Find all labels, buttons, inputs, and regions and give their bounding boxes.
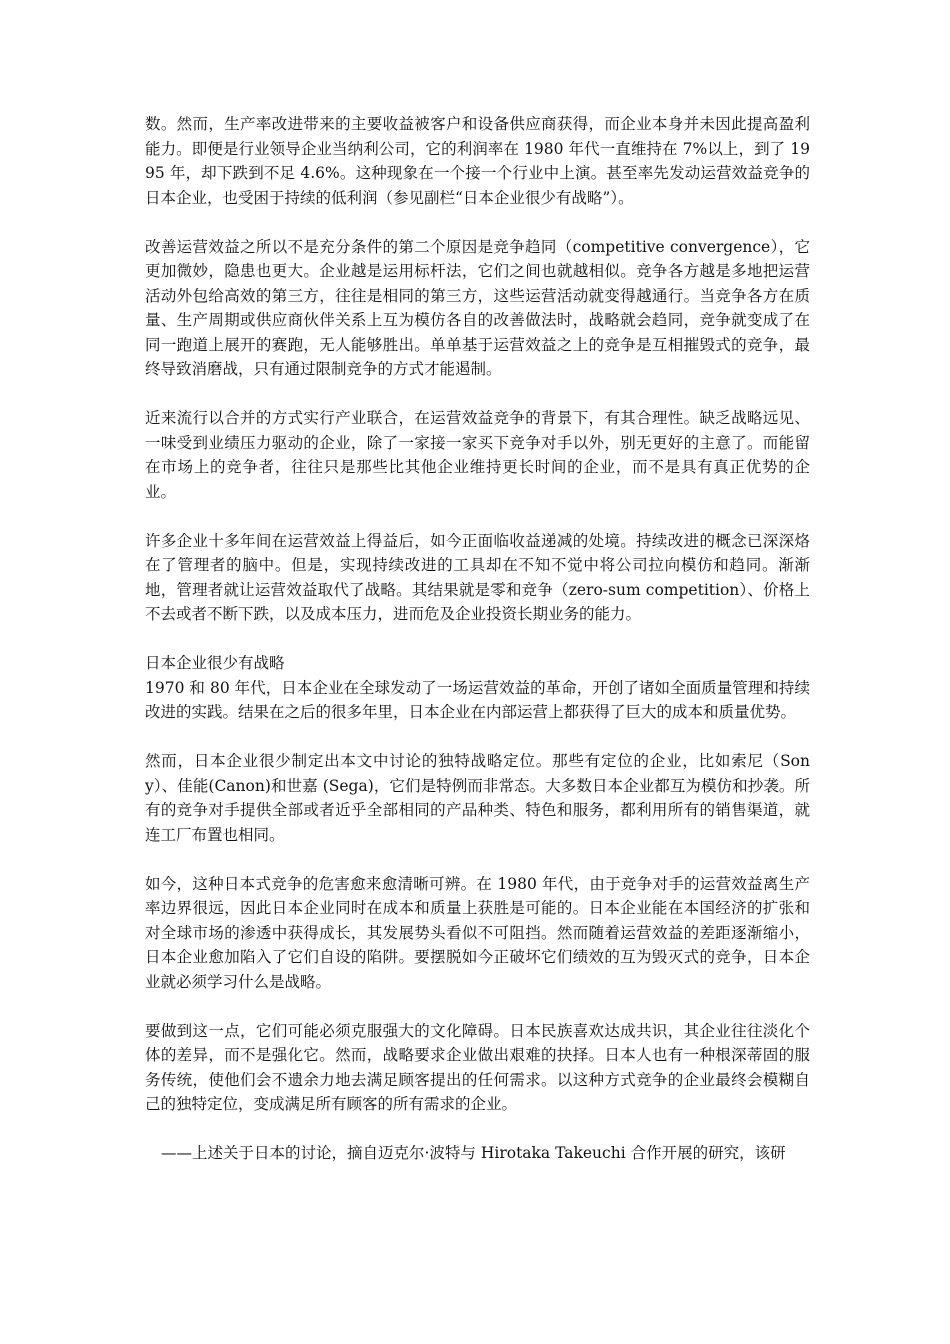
- sidebar-title: 日本企业很少有战略: [145, 654, 285, 672]
- document-page: [145, 112, 810, 1166]
- body-paragraph-2: 改善运营效益之所以不是充分条件的第二个原因是竞争趋同（competitive convergence），它更加微妙，隐患也更大。企业越是运用标杆法，它们之间也就越相似。竞争各方越是多地把运营活动外包给高效的第三方，往往是相同的第三方，这些运营活动就变得越通行。当竞争各方在质量、生产周期或供应商伙伴关系上互为模仿各自的改善做法时，战略就会趋同，竞争就变成了在同一跑道上展开的赛跑，无人能够胜出。单单基于运营效益之上的竞争是互相摧毁式的竞争，最终导致消磨战，只有通过限制竞争的方式才能遏制。: [145, 237, 810, 378]
- sidebar-section: [145, 651, 810, 1166]
- sidebar-citation: ——上述关于日本的讨论，摘自迈克尔·波特与 Hirotaka Takeuchi 合作开展的研究，该研: [161, 1144, 786, 1162]
- body-paragraph-1: 数。然而，生产率改进带来的主要收益被客户和设备供应商获得，而企业本身并未因此提高盈利能力。即便是行业领导企业当纳利公司，它的利润率在 1980 年代一直维持在 7%以上，到了 1995 年，却下跌到不足 4.6%。这种现象在一个接一个行业中上演。甚至率先发动运营效益竞争的日本企业，也受困于持续的低利润（参见副栏“日本企业很少有战略”）。: [145, 115, 810, 207]
- sidebar-paragraph-4: 要做到这一点，它们可能必须克服强大的文化障碍。日本民族喜欢达成共识，其企业往往淡化个体的差异，而不是强化它。然而，战略要求企业做出艰难的抉择。日本人也有一种根深蒂固的服务传统，使他们会不遗余力地去满足顾客提出的任何需求。以这种方式竞争的企业最终会模糊自己的独特定位，变成满足所有顾客的所有需求的企业。: [145, 1021, 810, 1113]
- body-paragraph-4: 许多企业十多年间在运营效益上得益后，如今正面临收益递减的处境。持续改进的概念已深深烙在了管理者的脑中。但是，实现持续改进的工具却在不知不觉中将公司拉向模仿和趋同。渐渐地，管理者就让运营效益取代了战略。其结果就是零和竞争（zero-sum competition）、价格上不去或者不断下跌，以及成本压力，进而危及企业投资长期业务的能力。: [145, 531, 810, 623]
- sidebar-paragraph-2: 然而，日本企业很少制定出本文中讨论的独特战略定位。那些有定位的企业，比如索尼（Sony）、佳能(Canon)和世嘉 (Sega)，它们是特例而非常态。大多数日本企业都互为模仿和抄袭。所有的竞争对手提供全部或者近乎全部相同的产品种类、特色和服务，都利用所有的销售渠道，就连工厂布置也相同。: [145, 752, 810, 844]
- sidebar-paragraph-3: 如今，这种日本式竞争的危害愈来愈清晰可辨。在 1980 年代，由于竞争对手的运营效益离生产率边界很远，因此日本企业同时在成本和质量上获胜是可能的。日本企业能在本国经济的扩张和对全球市场的渗透中获得成长，其发展势头看似不可阻挡。然而随着运营效益的差距逐渐缩小，日本企业愈加陷入了它们自设的陷阱。要摆脱如今正破坏它们绩效的互为毁灭式的竞争，日本企业就必须学习什么是战略。: [145, 874, 810, 991]
- sidebar-paragraph-1: 1970 和 80 年代，日本企业在全球发动了一场运营效益的革命，开创了诸如全面质量管理和持续改进的实践。结果在之后的很多年里，日本企业在内部运营上都获得了巨大的成本和质量优势。: [145, 678, 810, 721]
- body-paragraph-3: 近来流行以合并的方式实行产业联合，在运营效益竞争的背景下，有其合理性。缺乏战略远见、一味受到业绩压力驱动的企业，除了一家接一家买下竞争对手以外，别无更好的主意了。而能留在市场上的竞争者，往往只是那些比其他企业维持更长时间的企业，而不是具有真正优势的企业。: [145, 409, 810, 501]
